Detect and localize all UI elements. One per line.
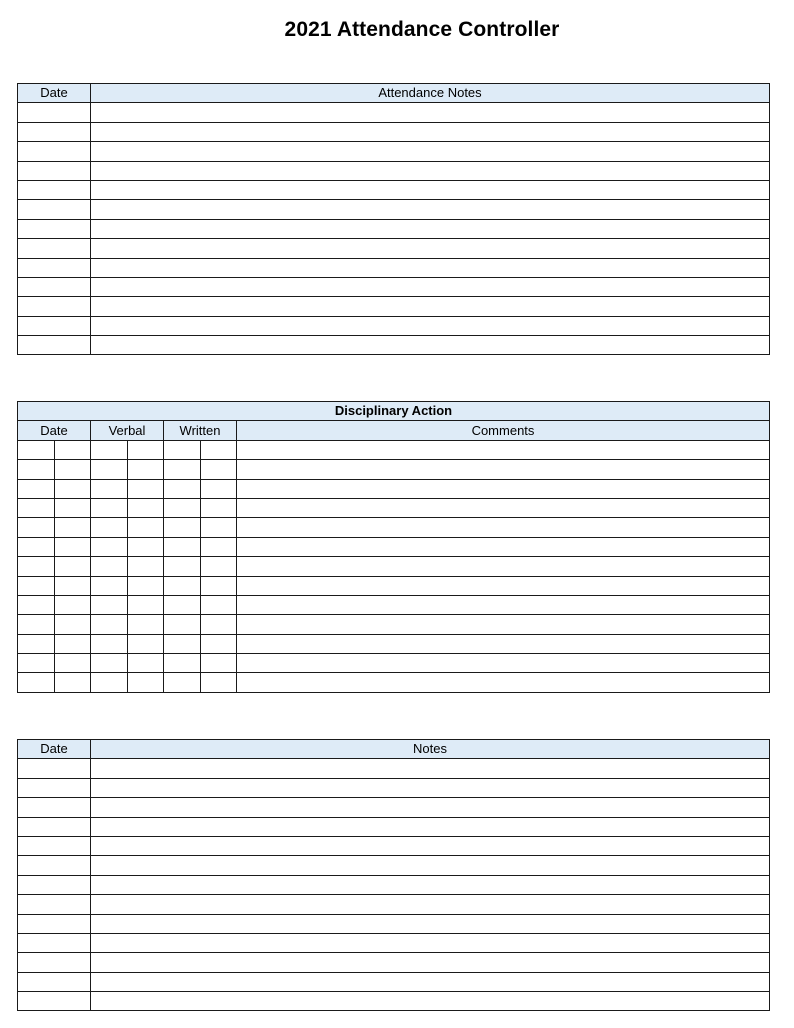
date-cell[interactable]	[18, 798, 91, 817]
notes-date-header: Date	[18, 740, 91, 759]
attendance-note-cell[interactable]	[91, 200, 770, 219]
date-cell[interactable]	[18, 316, 91, 335]
written-cell[interactable]	[200, 498, 237, 517]
table-row	[18, 778, 770, 797]
date-cell[interactable]	[54, 673, 91, 692]
verbal-cell[interactable]	[127, 460, 164, 479]
table-row	[18, 895, 770, 914]
written-cell[interactable]	[200, 595, 237, 614]
written-cell[interactable]	[200, 518, 237, 537]
table-row	[18, 219, 770, 238]
date-cell[interactable]	[18, 634, 55, 653]
date-cell[interactable]	[54, 440, 91, 459]
date-cell[interactable]	[54, 498, 91, 517]
attendance-note-cell[interactable]	[91, 316, 770, 335]
table-row	[18, 914, 770, 933]
table-row	[18, 479, 770, 498]
verbal-cell[interactable]	[127, 537, 164, 556]
date-cell[interactable]	[18, 953, 91, 972]
date-cell[interactable]	[54, 576, 91, 595]
note-cell[interactable]	[91, 836, 770, 855]
attendance-note-cell[interactable]	[91, 277, 770, 296]
date-cell[interactable]	[18, 856, 91, 875]
verbal-cell[interactable]	[91, 479, 128, 498]
written-cell[interactable]	[164, 537, 201, 556]
date-cell[interactable]	[18, 914, 91, 933]
comments-cell[interactable]	[237, 557, 770, 576]
table-row	[18, 277, 770, 296]
table-row	[18, 239, 770, 258]
comments-cell[interactable]	[237, 440, 770, 459]
verbal-cell[interactable]	[127, 654, 164, 673]
date-cell[interactable]	[54, 518, 91, 537]
written-cell[interactable]	[164, 557, 201, 576]
comments-cell[interactable]	[237, 595, 770, 614]
table-row	[18, 460, 770, 479]
date-cell[interactable]	[18, 817, 91, 836]
comments-cell[interactable]	[237, 634, 770, 653]
verbal-cell[interactable]	[91, 537, 128, 556]
date-cell[interactable]	[18, 336, 91, 355]
note-cell[interactable]	[91, 759, 770, 778]
table-row	[18, 576, 770, 595]
date-cell[interactable]	[18, 297, 91, 316]
date-cell[interactable]	[18, 933, 91, 952]
verbal-cell[interactable]	[91, 615, 128, 634]
verbal-cell[interactable]	[91, 595, 128, 614]
date-cell[interactable]	[54, 595, 91, 614]
date-cell[interactable]	[18, 518, 55, 537]
written-cell[interactable]	[200, 460, 237, 479]
written-cell[interactable]	[164, 460, 201, 479]
table-row	[18, 856, 770, 875]
comments-cell[interactable]	[237, 673, 770, 692]
table-row	[18, 498, 770, 517]
comments-cell[interactable]	[237, 518, 770, 537]
date-cell[interactable]	[18, 219, 91, 238]
written-cell[interactable]	[200, 615, 237, 634]
note-cell[interactable]	[91, 992, 770, 1011]
verbal-cell[interactable]	[127, 440, 164, 459]
date-cell[interactable]	[18, 992, 91, 1011]
comments-cell[interactable]	[237, 460, 770, 479]
note-cell[interactable]	[91, 856, 770, 875]
date-cell[interactable]	[54, 537, 91, 556]
attendance-note-cell[interactable]	[91, 122, 770, 141]
written-cell[interactable]	[200, 634, 237, 653]
table-row	[18, 933, 770, 952]
table-row	[18, 615, 770, 634]
comments-cell[interactable]	[237, 615, 770, 634]
comments-cell[interactable]	[237, 576, 770, 595]
date-cell[interactable]	[18, 759, 91, 778]
date-cell[interactable]	[18, 972, 91, 991]
notes-notes-header: Notes	[91, 740, 770, 759]
note-cell[interactable]	[91, 914, 770, 933]
date-cell[interactable]	[18, 778, 91, 797]
table-row	[18, 297, 770, 316]
date-cell[interactable]	[18, 836, 91, 855]
disciplinary-header-row	[18, 421, 770, 440]
table-row	[18, 817, 770, 836]
note-cell[interactable]	[91, 972, 770, 991]
date-cell[interactable]	[18, 875, 91, 894]
verbal-cell[interactable]	[127, 557, 164, 576]
date-cell[interactable]	[18, 460, 55, 479]
attendance-note-cell[interactable]	[91, 297, 770, 316]
date-cell[interactable]	[54, 460, 91, 479]
date-cell[interactable]	[18, 142, 91, 161]
date-cell[interactable]	[18, 103, 91, 122]
table-row	[18, 161, 770, 180]
written-cell[interactable]	[164, 595, 201, 614]
note-cell[interactable]	[91, 817, 770, 836]
table-row	[18, 557, 770, 576]
verbal-cell[interactable]	[91, 440, 128, 459]
written-cell[interactable]	[164, 634, 201, 653]
written-cell[interactable]	[164, 654, 201, 673]
note-cell[interactable]	[91, 798, 770, 817]
table-row	[18, 634, 770, 653]
date-cell[interactable]	[18, 895, 91, 914]
disciplinary-verbal-header: Verbal	[91, 421, 164, 440]
verbal-cell[interactable]	[127, 479, 164, 498]
notes-rows	[18, 759, 770, 1011]
verbal-cell[interactable]	[91, 557, 128, 576]
verbal-cell[interactable]	[91, 460, 128, 479]
disciplinary-comments-header: Comments	[237, 421, 770, 440]
date-cell[interactable]	[18, 615, 55, 634]
table-row	[18, 654, 770, 673]
date-cell[interactable]	[18, 498, 55, 517]
attendance-note-cell[interactable]	[91, 239, 770, 258]
table-row	[18, 180, 770, 199]
written-cell[interactable]	[164, 498, 201, 517]
table-row	[18, 142, 770, 161]
note-cell[interactable]	[91, 933, 770, 952]
attendance-rows	[18, 103, 770, 355]
table-row	[18, 798, 770, 817]
table-row	[18, 200, 770, 219]
disciplinary-title-row	[18, 402, 770, 421]
written-cell[interactable]	[164, 518, 201, 537]
verbal-cell[interactable]	[91, 498, 128, 517]
written-cell[interactable]	[200, 537, 237, 556]
verbal-cell[interactable]	[91, 576, 128, 595]
date-cell[interactable]	[18, 200, 91, 219]
written-cell[interactable]	[200, 440, 237, 459]
disciplinary-action-table	[17, 401, 770, 693]
disciplinary-date-header: Date	[18, 421, 91, 440]
comments-cell[interactable]	[237, 654, 770, 673]
table-row	[18, 440, 770, 459]
comments-cell[interactable]	[237, 479, 770, 498]
date-cell[interactable]	[18, 239, 91, 258]
note-cell[interactable]	[91, 953, 770, 972]
date-cell[interactable]	[18, 673, 55, 692]
verbal-cell[interactable]	[127, 518, 164, 537]
date-cell[interactable]	[18, 277, 91, 296]
table-row	[18, 336, 770, 355]
disciplinary-written-header: Written	[164, 421, 237, 440]
table-row	[18, 759, 770, 778]
verbal-cell[interactable]	[127, 576, 164, 595]
attendance-note-cell[interactable]	[91, 161, 770, 180]
table-row	[18, 673, 770, 692]
date-cell[interactable]	[54, 634, 91, 653]
table-row	[18, 595, 770, 614]
table-row	[18, 992, 770, 1011]
date-cell[interactable]	[18, 122, 91, 141]
attendance-header-row	[18, 84, 770, 103]
table-row	[18, 258, 770, 277]
table-row	[18, 122, 770, 141]
date-cell[interactable]	[54, 654, 91, 673]
table-row	[18, 316, 770, 335]
date-cell[interactable]	[18, 654, 55, 673]
written-cell[interactable]	[200, 654, 237, 673]
table-row	[18, 836, 770, 855]
date-cell[interactable]	[18, 537, 55, 556]
page-title: 2021 Attendance Controller	[284, 18, 560, 41]
date-cell[interactable]	[54, 479, 91, 498]
date-cell[interactable]	[18, 479, 55, 498]
written-cell[interactable]	[200, 673, 237, 692]
written-cell[interactable]	[164, 615, 201, 634]
note-cell[interactable]	[91, 895, 770, 914]
table-row	[18, 875, 770, 894]
notes-header-row	[18, 740, 770, 759]
date-cell[interactable]	[18, 258, 91, 277]
note-cell[interactable]	[91, 778, 770, 797]
comments-cell[interactable]	[237, 537, 770, 556]
attendance-notes-table	[17, 83, 770, 355]
verbal-cell[interactable]	[127, 634, 164, 653]
table-row	[18, 537, 770, 556]
table-row	[18, 518, 770, 537]
date-cell[interactable]	[18, 180, 91, 199]
date-cell[interactable]	[18, 595, 55, 614]
date-cell[interactable]	[18, 576, 55, 595]
table-row	[18, 953, 770, 972]
written-cell[interactable]	[200, 576, 237, 595]
verbal-cell[interactable]	[127, 595, 164, 614]
date-cell[interactable]	[18, 440, 55, 459]
disciplinary-action-title: Disciplinary Action	[18, 402, 770, 421]
comments-cell[interactable]	[237, 498, 770, 517]
verbal-cell[interactable]	[91, 654, 128, 673]
date-cell[interactable]	[54, 557, 91, 576]
verbal-cell[interactable]	[127, 615, 164, 634]
verbal-cell[interactable]	[127, 498, 164, 517]
table-row	[18, 103, 770, 122]
attendance-note-cell[interactable]	[91, 219, 770, 238]
table-row	[18, 972, 770, 991]
written-cell[interactable]	[164, 440, 201, 459]
date-cell[interactable]	[18, 161, 91, 180]
note-cell[interactable]	[91, 875, 770, 894]
written-cell[interactable]	[164, 673, 201, 692]
attendance-note-cell[interactable]	[91, 336, 770, 355]
disciplinary-rows	[18, 440, 770, 692]
written-cell[interactable]	[164, 576, 201, 595]
attendance-notes-header: Attendance Notes	[91, 84, 770, 103]
written-cell[interactable]	[200, 479, 237, 498]
attendance-note-cell[interactable]	[91, 142, 770, 161]
written-cell[interactable]	[200, 557, 237, 576]
verbal-cell[interactable]	[91, 673, 128, 692]
attendance-note-cell[interactable]	[91, 258, 770, 277]
attendance-note-cell[interactable]	[91, 103, 770, 122]
written-cell[interactable]	[164, 479, 201, 498]
verbal-cell[interactable]	[91, 518, 128, 537]
verbal-cell[interactable]	[127, 673, 164, 692]
verbal-cell[interactable]	[91, 634, 128, 653]
attendance-note-cell[interactable]	[91, 180, 770, 199]
date-cell[interactable]	[54, 615, 91, 634]
attendance-date-header: Date	[18, 84, 91, 103]
date-cell[interactable]	[18, 557, 55, 576]
notes-table	[17, 739, 770, 1011]
